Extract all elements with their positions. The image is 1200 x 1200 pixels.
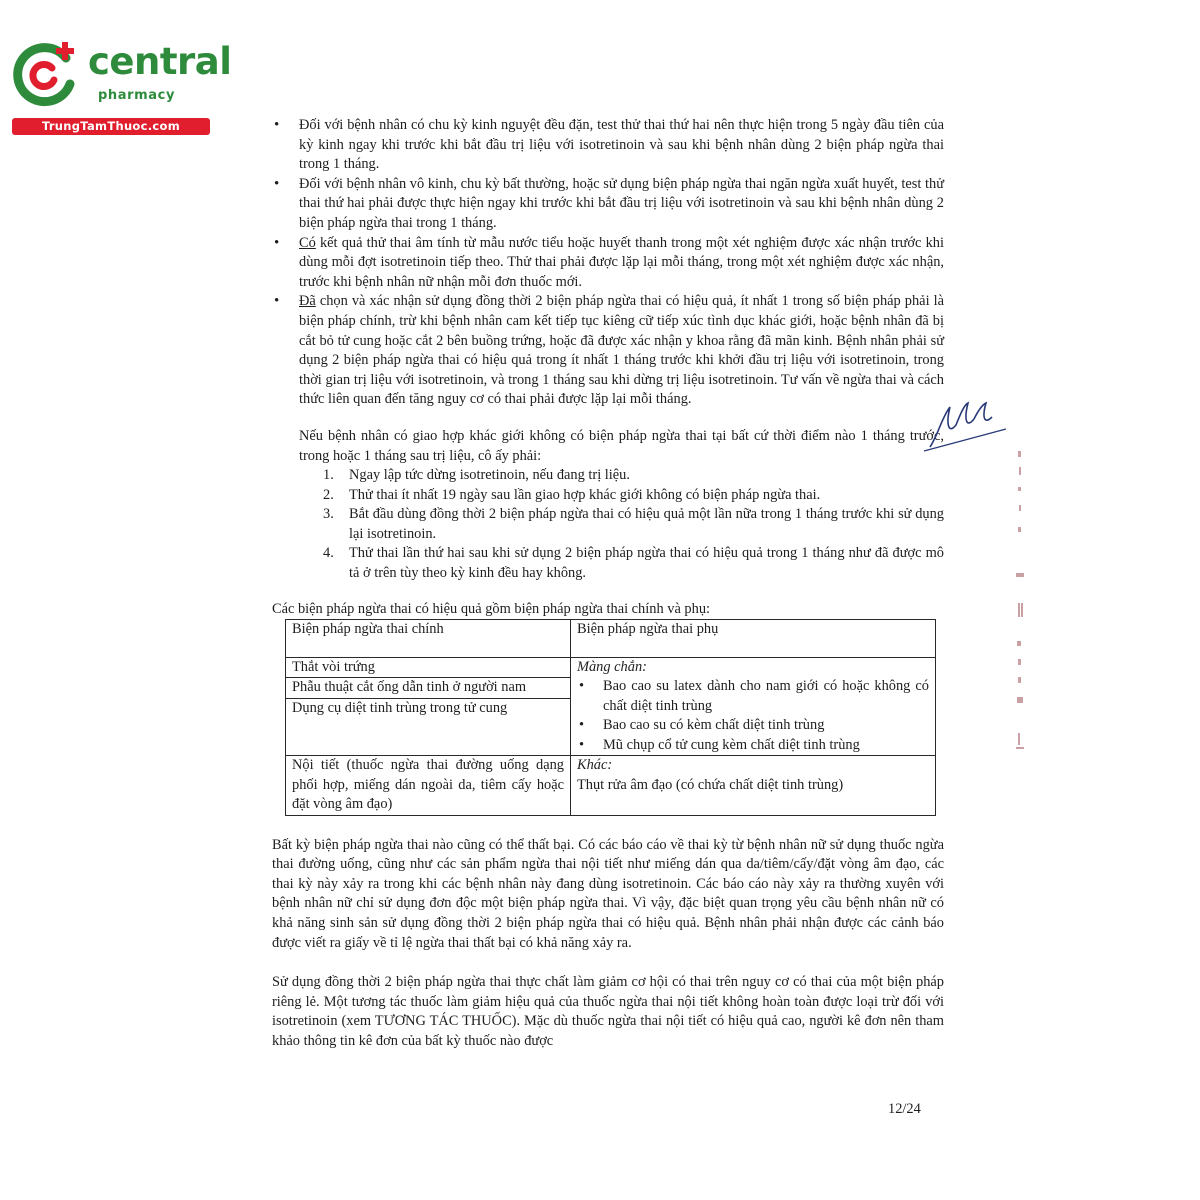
pharmacy-cross-logo-icon [10, 38, 80, 108]
item-text: Ngay lập tức dừng isotretinoin, nếu đang trị liệu. [349, 467, 630, 484]
numbered-item [299, 505, 944, 544]
numbered-item [299, 486, 944, 506]
item-number: 1. [323, 467, 334, 484]
unprotected-intercourse-section [272, 427, 944, 466]
other-title: Khác: [577, 757, 613, 774]
primary-item: Dụng cụ diệt tinh trùng trong tử cung [292, 699, 508, 716]
logo-site-banner: TrungTamThuoc.com [12, 118, 210, 135]
bullet-lead: Có [299, 234, 316, 251]
barrier-item: • Bao cao su latex dành cho nam giới có hoặc không có chất diệt tinh trùng [577, 677, 929, 716]
barrier-title: Màng chắn: [577, 658, 647, 675]
header-primary: Biện pháp ngừa thai chính [286, 619, 571, 657]
barrier-item: • Mũ chụp cổ tử cung kèm chất diệt tinh trùng [577, 736, 929, 756]
item-number: 4. [323, 545, 334, 562]
concurrent-use-paragraph: Sử dụng đồng thời 2 biện pháp ngừa thai thực chất làm giảm cơ hội có thai trên nguy cơ có thai của một biện pháp riêng lẻ. Một tương tác thuốc làm giảm hiệu quả của thuốc ngừa thai nội tiết không hoàn toàn được loại trừ đối với isotretinoin (xem TƯƠNG TÁC THUỐC). Mặc dù thuốc ngừa thai nội tiết có hiệu quả cao, người kê đơn nên tham khảo thông tin kê đơn của bất kỳ thuốc nào được [272, 974, 944, 1049]
item-number: 2. [323, 486, 334, 503]
signature-mark-icon [920, 395, 1010, 455]
barrier-methods-cell [571, 657, 936, 756]
other-methods-cell [571, 756, 936, 816]
primary-methods-cell [286, 657, 571, 756]
contraception-methods-table [285, 619, 936, 816]
table-caption: Các biện pháp ngừa thai có hiệu quả gồm biện pháp ngừa thai chính và phụ: [272, 600, 711, 617]
central-pharmacy-logo[interactable] [10, 38, 232, 136]
item-text: Thử thai ít nhất 19 ngày sau lần giao hợp khác giới không có biện pháp ngừa thai. [349, 486, 821, 503]
page-number: 12/24 [888, 1101, 921, 1117]
bullet-item: • Đối với bệnh nhân có chu kỳ kinh nguyệt đều đặn, test thử thai thứ hai nên thực hiện trong 5 ngày đầu tiên của kỳ kinh ngay khi trước khi bắt đầu trị liệu với isotretinoin và sau khi bệnh nhân dùng 2 biện pháp ngừa thai trong 1 tháng. [272, 116, 944, 175]
table-row [286, 657, 936, 756]
hormonal-methods-cell: Nội tiết (thuốc ngừa thai đường uống dạng phối hợp, miếng dán ngoài da, tiêm cấy hoặc đặt vòng âm đạo) [286, 756, 571, 816]
numbered-item [299, 466, 944, 486]
bullet-text: kết quả thử thai âm tính từ mẫu nước tiểu hoặc huyết thanh trong một xét nghiệm được xác nhận trước khi dùng mỗi đợt isotretinoin tiếp theo. Thử thai phải được lặp lại mỗi tháng, trong một xét nghiệm được xác nhận, trước khi bệnh nhân nữ nhận mỗi đơn thuốc mới. [299, 234, 944, 290]
bullet-lead: Đã [299, 293, 316, 310]
requirements-bullet-list [272, 116, 944, 410]
barrier-item: • Bao cao su có kèm chất diệt tinh trùng [577, 716, 929, 736]
bullet-text: chọn và xác nhận sử dụng đồng thời 2 biện pháp ngừa thai có hiệu quả, ít nhất 1 trong số biện pháp phải là biện pháp chính, trừ khi bệnh nhân cam kết tiếp tục kiêng cữ tiếp xúc tình dục khác giới, hoặc bệnh nhân đã bị cắt bỏ tử cung hoặc cắt 2 bên buồng trứng, hoặc đã được xác nhận y khoa rằng đã mãn kinh. Bệnh nhân phải sử dụng 2 biện pháp ngừa thai có hiệu quả trong ít nhất 1 tháng trước khi khởi đầu trị liệu với isotretinoin, trong thời gian trị liệu với isotretinoin, và trong 1 tháng sau khi dừng trị liệu isotretinoin. Tư vấn về ngừa thai và cách thức liên quan đến tăng nguy cơ có thai phải được lặp lại mỗi tháng. [299, 293, 944, 408]
table-header-row [286, 619, 936, 657]
item-number: 3. [323, 506, 334, 523]
primary-item: Thắt vòi trứng [286, 658, 570, 679]
header-secondary: Biện pháp ngừa thai phụ [571, 619, 936, 657]
primary-item: Phẫu thuật cắt ống dẫn tinh ở người nam [286, 678, 570, 699]
logo-subtitle: pharmacy [98, 88, 176, 103]
intro-paragraph: Nếu bệnh nhân có giao hợp khác giới không có biện pháp ngừa thai tại bất cứ thời điểm nào 1 tháng trước, trong hoặc 1 tháng sau trị liệu, cô ấy phải: [299, 427, 944, 464]
logo-brand: central [88, 40, 232, 83]
bullet-item: • Đối với bệnh nhân vô kinh, chu kỳ bất thường, hoặc sử dụng biện pháp ngừa thai ngăn ngừa xuất huyết, test thử thai thứ hai phải được thực hiện ngay khi trước khi bắt đầu trị liệu với isotretinoin và sau khi bệnh nhân dùng 2 biện pháp ngừa thai trong 1 tháng. [272, 175, 944, 234]
document-page [272, 116, 944, 1052]
table-row [286, 756, 936, 816]
numbered-steps-list [272, 466, 944, 584]
bullet-item [272, 234, 944, 293]
numbered-item [299, 544, 944, 583]
other-item: Thụt rửa âm đạo (có chứa chất diệt tinh trùng) [577, 776, 844, 793]
item-text: Bắt đầu dùng đồng thời 2 biện pháp ngừa thai có hiệu quả một lần nữa trong 1 tháng trước khi sử dụng lại isotretinoin. [349, 506, 944, 542]
failure-paragraph: Bất kỳ biện pháp ngừa thai nào cũng có thể thất bại. Có các báo cáo về thai kỳ từ bệnh nhân nữ sử dụng thuốc ngừa thai đường uống, cũng như các sản phẩm ngừa thai nội tiết như miếng dán qua da/tiêm/cấy/đặt vòng âm đạo, các thai kỳ này xảy ra trong khi các bệnh nhân này đang dùng isotretinoin. Các báo cáo này xảy ra thường xuyên với bệnh nhân nữ chỉ sử dụng đơn độc một biện pháp ngừa thai. Vì vậy, đặc biệt quan trọng yêu cầu bệnh nhân nữ có khả năng sinh sản sử dụng đồng thời 2 biện pháp ngừa thai có hiệu quả. Bệnh nhân phải nhận được các cảnh báo được viết ra giấy về tỉ lệ ngừa thai thất bại có khả năng xảy ra. [272, 836, 944, 951]
barrier-list [577, 677, 929, 755]
item-text: Thử thai lần thứ hai sau khi sử dụng 2 biện pháp ngừa thai có hiệu quả trong 1 tháng như đã được mô tả ở trên tùy theo kỳ kinh đều hay không. [349, 545, 944, 582]
stamp-edge-marks-icon [1010, 445, 1030, 765]
bullet-item [272, 292, 944, 410]
